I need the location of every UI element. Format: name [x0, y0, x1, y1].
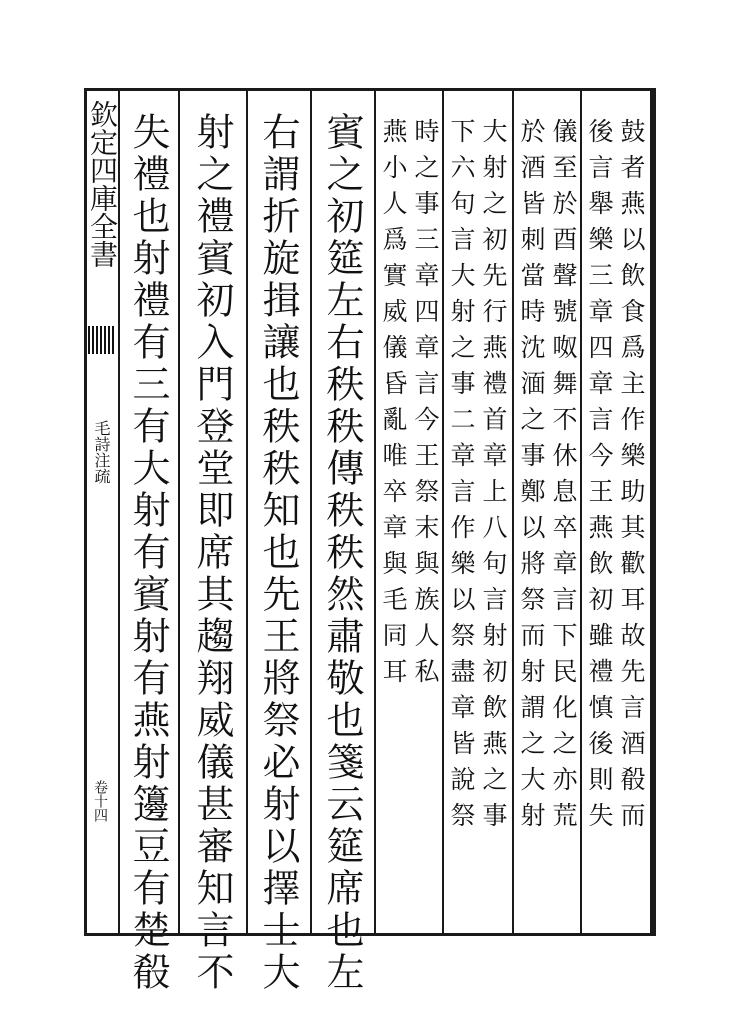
column-rule — [246, 88, 248, 936]
text-column-11: 射之禮賓初入門登堂即席其趨翔威儀甚審知言不 — [190, 112, 234, 994]
text-column-5: 大射之初先行燕禮首章上八句言射初飲燕之事 — [479, 118, 508, 838]
page-number: 卷十四 — [92, 780, 108, 822]
column-rule — [310, 88, 312, 936]
book-title: 欽定四庫全書 — [86, 100, 119, 268]
fish-tail-mark — [88, 326, 114, 354]
text-column-7: 時之事三章四章言今王祭末與族人私 — [411, 118, 440, 694]
text-column-3: 儀至於酉聲號呶舞不休息卒章言下民化之亦荒 — [549, 118, 578, 838]
text-column-1: 鼓者燕以飲食爲主作樂助其歡耳故先言酒殽而 — [617, 118, 646, 838]
text-column-4: 於酒皆刺當時沈湎之事鄭以將祭而射謂之大射 — [517, 118, 546, 838]
text-column-10: 右謂折旋揖讓也秩秩知也先王將祭必射以擇士大 — [256, 112, 300, 994]
text-column-6: 下六句言大射之事二章言作樂以祭盡章皆說祭 — [447, 118, 476, 838]
section-title: 毛詩注疏 — [92, 420, 111, 484]
column-rule — [374, 88, 376, 936]
text-column-12: 失禮也射禮有三有大射有賓射有燕射籩豆有楚殽 — [126, 112, 170, 994]
column-rule — [512, 88, 514, 936]
column-rule — [442, 88, 444, 936]
column-rule — [580, 88, 582, 936]
text-column-2: 後言舉樂三章四章言今王燕飲初雖禮慎後則失 — [585, 118, 614, 838]
column-rule — [178, 88, 180, 936]
text-column-9: 賓之初筵左右秩秩傳秩秩然肅敬也箋云筵席也左 — [320, 112, 364, 994]
text-column-8: 燕小人爲實威儀昏亂唯卒章與毛同耳 — [379, 118, 408, 694]
